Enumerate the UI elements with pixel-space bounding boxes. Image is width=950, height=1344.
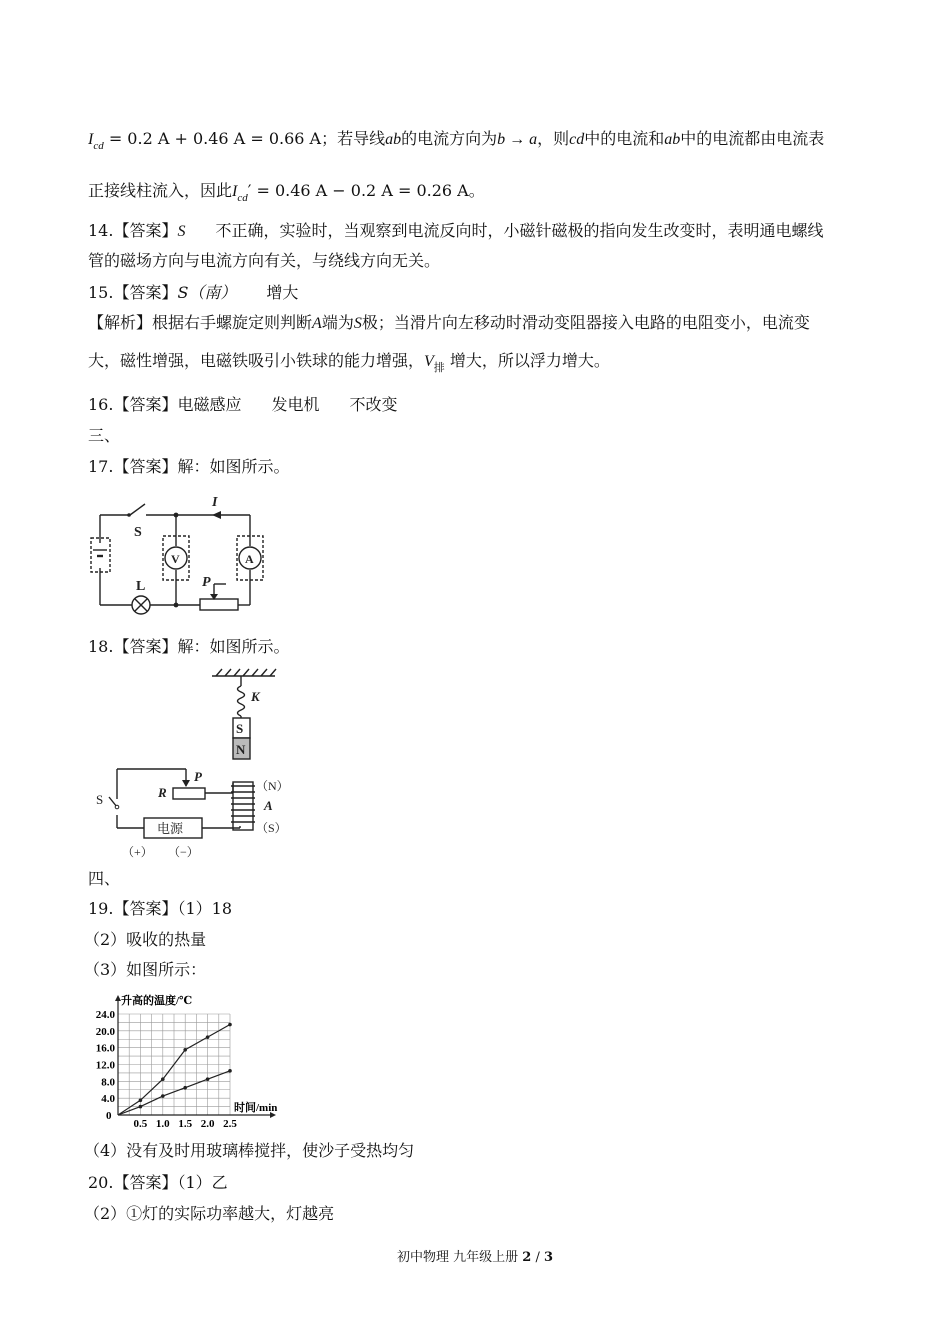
cd-subscript-2: cd <box>237 192 248 204</box>
section-4-heading: 四、 <box>88 869 121 888</box>
answer-2-cont: 管的磁场方向与电流方向有关，与绕线方向无关。 <box>88 251 441 270</box>
s-var: S <box>353 315 362 332</box>
q14-line1 <box>88 220 823 243</box>
q20-line1 <box>88 1172 228 1194</box>
text: 中的电流和 <box>584 129 665 148</box>
data-point-lower <box>161 1094 165 1098</box>
question-label: 20.【答案】 <box>88 1173 178 1192</box>
q17-circuit-diagram <box>88 490 278 618</box>
x-tick-label: 2.0 <box>200 1118 215 1128</box>
question-label: 17.【答案】 <box>88 457 178 476</box>
text: 解：如图所示。 <box>177 457 290 476</box>
text: 的电流方向为 <box>401 129 498 148</box>
y-axis-label: 升高的温度/℃ <box>121 995 193 1007</box>
y-tick-label: 4.0 <box>101 1093 115 1106</box>
plus-terminal: （+） <box>122 845 153 859</box>
data-point-upper <box>161 1077 165 1081</box>
question-label: 18.【答案】 <box>88 637 178 656</box>
slider-label: P <box>194 769 202 784</box>
question-label: 19.【答案】 <box>88 899 178 918</box>
cd-subscript: cd <box>93 140 104 152</box>
q18-electromagnet-diagram <box>88 666 303 862</box>
data-point-lower <box>206 1077 210 1081</box>
v-var: V <box>424 353 434 370</box>
i-symbol-2: I <box>232 183 238 200</box>
part-1: （1）乙 <box>177 1173 228 1192</box>
text: 正接线柱流入，因此 <box>88 181 233 200</box>
q18-line <box>88 636 289 658</box>
section-3-heading: 三、 <box>88 426 121 445</box>
data-point-upper <box>206 1035 210 1039</box>
text: 增大，所以浮力增大。 <box>449 351 610 370</box>
data-point-upper <box>139 1098 143 1102</box>
text: 。 <box>468 181 485 200</box>
page-current: 2 <box>522 1250 532 1265</box>
x-tick-label: 0.5 <box>133 1118 148 1128</box>
power-source-label: 电源 <box>157 821 184 836</box>
answer-1: S（南） <box>177 283 237 302</box>
coil-a-label: A <box>264 798 273 813</box>
ab-var-2: ab <box>664 131 681 148</box>
x-axis-label: 时间/min <box>234 1102 278 1114</box>
coil-s-label: （S） <box>256 821 287 835</box>
ab-var: ab <box>385 131 402 148</box>
answer-1: S <box>177 223 186 240</box>
question-label: 14.【答案】 <box>88 221 178 240</box>
q19-part-2: （2）吸收的热量 <box>84 930 207 949</box>
b-to-a: b → a <box>497 131 538 148</box>
question-label: 15.【答案】 <box>88 283 178 302</box>
slider-label: P <box>202 575 211 590</box>
formula-2: = 0.46 A − 0.2 A = 0.26 A <box>256 181 469 200</box>
q19-part-4: （4）没有及时用玻璃棒搅拌，使沙子受热均匀 <box>84 1141 415 1160</box>
answer-1: 电磁感应 <box>177 395 242 414</box>
lamp-label: L <box>136 579 146 594</box>
text: 根据右手螺旋定则判断 <box>152 313 313 332</box>
formula-1: = 0.2 A + 0.46 A = 0.66 A <box>108 129 322 148</box>
x-tick-label: 2.5 <box>223 1118 237 1128</box>
a-var: A <box>312 315 322 332</box>
page-footer <box>0 1246 950 1265</box>
y-tick-label: 8.0 <box>101 1076 115 1089</box>
y-tick-label: 24.0 <box>95 1009 115 1021</box>
origin-label: 0 <box>106 1110 112 1122</box>
page-total: 3 <box>543 1250 554 1265</box>
answer-2: 增大 <box>266 283 299 302</box>
temperature-time-chart <box>88 990 288 1128</box>
current-label: I <box>212 495 218 510</box>
spring-label: K <box>251 689 260 704</box>
text: 端为 <box>321 313 354 332</box>
data-point-lower <box>228 1069 232 1073</box>
magnet-n-label: N <box>236 742 246 757</box>
course-name: 初中物理 九年级上册 <box>396 1250 519 1265</box>
q15-analysis-2 <box>88 350 610 379</box>
q14-line2 <box>88 250 440 272</box>
ammeter-label: A <box>245 552 254 566</box>
y-tick-label: 16.0 <box>95 1042 115 1055</box>
rheostat-label: R <box>158 785 167 800</box>
q20-part-2: （2）①灯的实际功率越大，灯越亮 <box>84 1204 335 1223</box>
q15-line1 <box>88 282 298 304</box>
text: 大，磁性增强，电磁铁吸引小铁球的能力增强， <box>88 351 425 370</box>
q16-line <box>88 394 398 416</box>
switch-label: S <box>134 525 142 540</box>
text: 解：如图所示。 <box>177 637 290 656</box>
question-label: 16.【答案】 <box>88 395 178 414</box>
switch-label: S <box>96 792 104 807</box>
text: ；若导线 <box>321 129 386 148</box>
data-point-upper <box>183 1048 187 1052</box>
text: 极；当滑片向左移动时滑动变阻器接入电路的电阻变小，电流变 <box>361 313 810 332</box>
y-tick-label: 20.0 <box>95 1025 115 1038</box>
minus-terminal: （−） <box>168 845 199 859</box>
analysis-label: 【解析】 <box>88 313 153 332</box>
data-point-lower <box>183 1086 187 1090</box>
text: ，则 <box>537 129 570 148</box>
cd-var: cd <box>569 131 585 148</box>
magnet-s-label: S <box>236 721 244 736</box>
answer-3: 不改变 <box>349 395 398 414</box>
part-1: （1）18 <box>177 899 232 918</box>
q17-line <box>88 456 289 478</box>
i-symbol: I <box>88 131 94 148</box>
data-point-lower <box>139 1105 143 1109</box>
x-tick-label: 1.5 <box>178 1118 193 1128</box>
text: 中的电流都由电流表 <box>680 129 825 148</box>
answer-2: 不正确，实验时，当观察到电流反向时，小磁针磁极的指向发生改变时，表明通电螺线 <box>215 221 824 240</box>
voltmeter-label: V <box>171 552 180 566</box>
pai-subscript: 排 <box>433 361 445 374</box>
q19-line1 <box>88 898 232 920</box>
y-tick-label: 12.0 <box>95 1059 115 1072</box>
data-point-upper <box>228 1023 232 1027</box>
q15-analysis-1 <box>88 312 810 335</box>
q13-line1 <box>88 128 824 157</box>
coil-n-label: （N） <box>256 779 289 793</box>
answer-2: 发电机 <box>271 395 320 414</box>
page-sep: / <box>531 1250 544 1265</box>
q19-part-3: （3）如图所示： <box>84 960 207 979</box>
q13-line2: 正接线柱流入，因此$I_{cd}' = 0.46$ A − 0.2 A = 0.26 A。 <box>88 181 485 204</box>
x-tick-label: 1.0 <box>155 1118 170 1128</box>
